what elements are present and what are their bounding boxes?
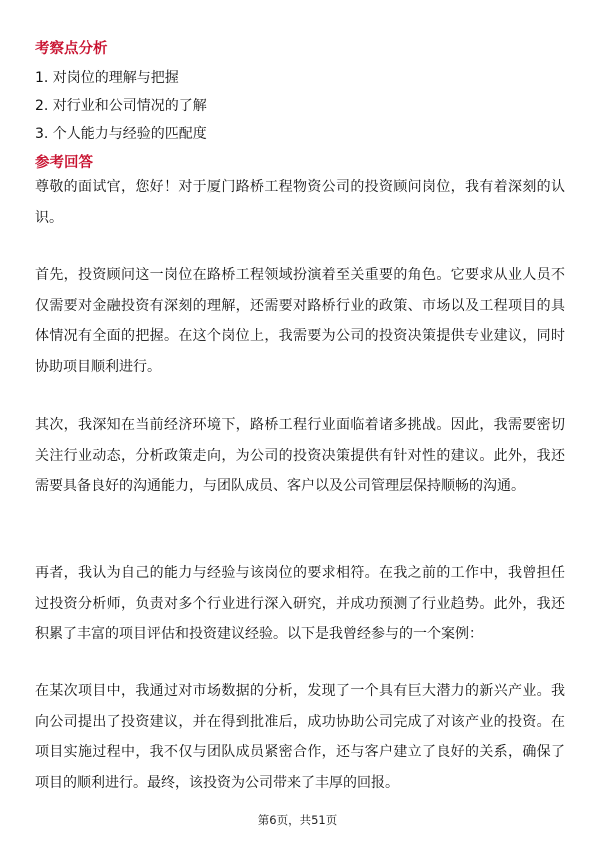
answer-paragraph-2: 首先，投资顾问这一岗位在路桥工程领域扮演着至关重要的角色。它要求从业人员不仅需要对金融投资有深刻的理解，还需要对路桥行业的政策、市场以及工程项目的具体情况有全面的把握。在这个岗位上，我需要为公司的投资决策提供专业建议，同时协助项目顺利进行。 bbox=[35, 267, 565, 375]
analysis-point-3: 3. 个人能力与经验的匹配度 bbox=[35, 126, 207, 142]
answer-heading: 参考回答 bbox=[35, 155, 93, 171]
analysis-point-2: 2. 对行业和公司情况的了解 bbox=[35, 98, 207, 114]
page-number: 第6页，共51页 bbox=[257, 813, 338, 827]
analysis-point-1: 1. 对岗位的理解与把握 bbox=[35, 70, 179, 86]
answer-paragraph-5: 在某次项目中，我通过对市场数据的分析，发现了一个具有巨大潜力的新兴产业。我向公司提出了投资建议，并在得到批准后，成功协助公司完成了对该产业的投资。在项目实施过程中，我不仅与团队成员紧密合作，还与客户建立了良好的关系，确保了项目的顺利进行。最终，该投资为公司带来了丰厚的回报。 bbox=[35, 683, 565, 791]
answer-paragraph-3: 其次，我深知在当前经济环境下，路桥工程行业面临着诸多挑战。因此，我需要密切关注行业动态，分析政策走向，为公司的投资决策提供有针对性的建议。此外，我还需要具备良好的沟通能力，与团队成员、客户以及公司管理层保持顺畅的沟通。 bbox=[35, 417, 565, 494]
answer-paragraph-1: 尊敬的面试官，您好！对于厦门路桥工程物资公司的投资顾问岗位，我有着深刻的认识。 bbox=[35, 179, 565, 226]
answer-paragraph-4: 再者，我认为自己的能力与经验与该岗位的要求相符。在我之前的工作中，我曾担任过投资分析师，负责对多个行业进行深入研究，并成功预测了行业趋势。此外，我还积累了丰富的项目评估和投资建议经验。以下是我曾经参与的一个案例： bbox=[35, 565, 565, 642]
analysis-heading: 考察点分析 bbox=[35, 41, 108, 57]
